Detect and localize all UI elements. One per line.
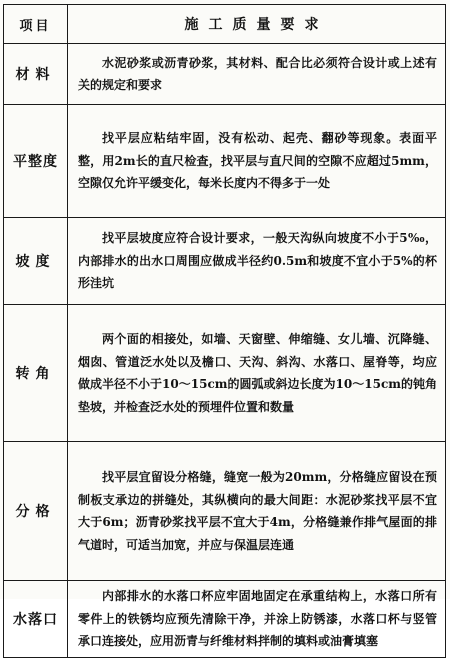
- row-requirement-text: 找平层应粘结牢固，没有松动、起壳、翻砂等现象。表面平整，用2m长的直尺检查，找平层与直尺间的空隙不应超过5mm，空隙仅允许平缓变化，每米长度内不得多于一处: [68, 105, 446, 218]
- table-row: [4, 44, 446, 105]
- row-item-label: 平整度: [4, 105, 68, 218]
- row-requirement-text: 水泥砂浆或沥青砂浆，其材料、配合比必须符合设计或上述有关的规定和要求: [68, 44, 446, 105]
- row-item-label: 转角: [4, 305, 68, 442]
- header-item: 项目: [4, 5, 68, 44]
- row-item-label: 坡度: [4, 218, 68, 305]
- row-requirement-text: 内部排水的水落口杯应牢固地固定在承重结构上，水落口所有零件上的铁锈均应预先清除干净，并涂上防锈漆，水落口杯与竖管承口连接处，应用沥青与纤维材料拌制的填料或油膏填塞: [68, 581, 446, 658]
- row-item-label: 分格: [4, 442, 68, 581]
- table-row: [4, 105, 446, 218]
- table-row: [4, 305, 446, 442]
- table-row: [4, 218, 446, 305]
- header-requirement: 施工质量要求: [68, 5, 446, 44]
- construction-quality-table: [3, 4, 446, 658]
- table-row: [4, 442, 446, 581]
- table-header-row: [4, 5, 446, 44]
- row-item-label: 材料: [4, 44, 68, 105]
- row-requirement-text: 两个面的相接处，如墙、天窗壁、伸缩缝、女儿墙、沉降缝、烟囱、管道泛水处以及檐口、天沟、斜沟、水落口、屋脊等，均应做成半径不小于10～15cm的圆弧或斜边长度为10～15cm的钝角垫坡，并检查泛水处的预埋件位置和数量: [68, 305, 446, 442]
- table-row: [4, 581, 446, 658]
- row-item-label: 水落口: [4, 581, 68, 658]
- row-requirement-text: 找平层坡度应符合设计要求，一般天沟纵向坡度不小于5‰，内部排水的出水口周围应做成半径约0.5m和坡度不宜小于5%的杯形洼坑: [68, 218, 446, 305]
- row-requirement-text: 找平层宜留设分格缝，缝宽一般为20mm，分格缝应留设在预制板支承边的拼缝处，其纵横向的最大间距：水泥砂浆找平层不宜大于6m；沥青砂浆找平层不宜大于4m，分格缝兼作排气屋面的排气道时，可适当加宽，并应与保温层连通: [68, 442, 446, 581]
